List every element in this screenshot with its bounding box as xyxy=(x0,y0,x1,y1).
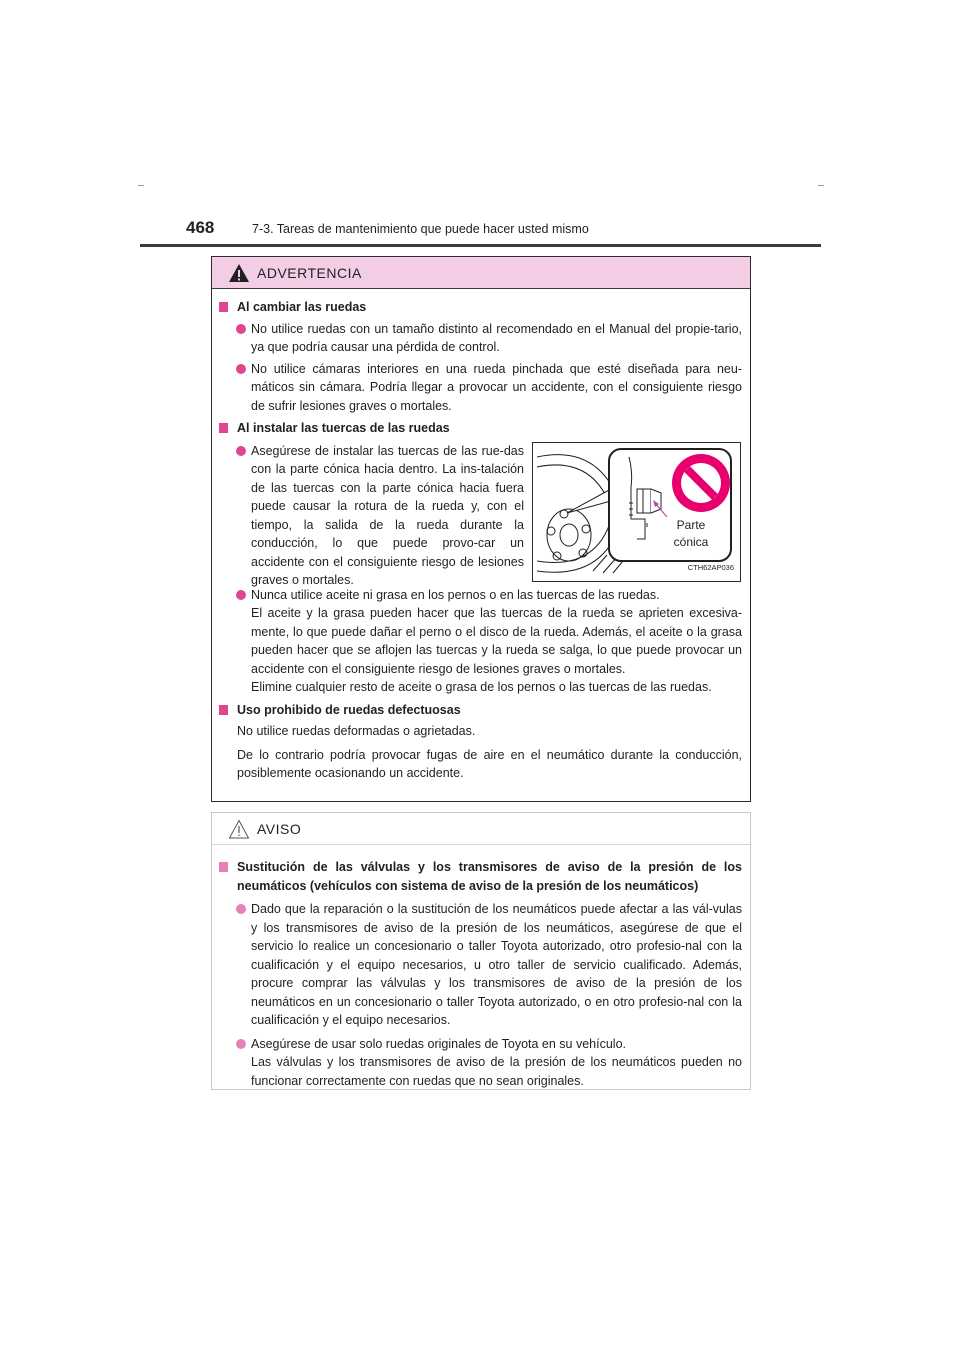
section-heading: Uso prohibido de ruedas defectuosas xyxy=(219,701,742,720)
page-number: 468 xyxy=(186,218,215,237)
notice-title: AVISO xyxy=(257,821,302,837)
section-heading: Al instalar las tuercas de las ruedas xyxy=(219,419,742,438)
header-rule xyxy=(140,244,821,247)
bullet-dot-icon xyxy=(236,324,246,334)
bullet-item: Nunca utilice aceite ni grasa en los pernos o en las tuercas de las ruedas. El aceite y la grasa pueden hacer que las tuercas de la rueda se aprieten excesiva-mente, lo que puede dañar el perno o el disco de la rueda. Además, el aceite o la grasa pueden hacer que se aflojen las tuercas y la rueda se salga, lo que puede provocar un accidente con el consiguiente riesgo de lesiones graves o mortales. Elimine cualquier resto de aceite o grasa de los pernos o las tuercas de las ruedas. xyxy=(219,586,742,697)
figure-row xyxy=(219,442,742,587)
notice-box xyxy=(211,812,751,1090)
section-title: 7-3. Tareas de mantenimiento que puede hacer usted mismo xyxy=(252,222,589,236)
paragraph: De lo contrario podría provocar fugas de aire en el neumático durante la conducción, posiblemente ocasionando un accidente. xyxy=(237,747,742,780)
notice-content xyxy=(212,845,750,1090)
wheel-nut-figure xyxy=(532,442,741,582)
page-header xyxy=(140,218,820,246)
figure-code: CTH62AP036 xyxy=(687,563,734,572)
bullet-item: Asegúrese de usar solo ruedas originales de Toyota en su vehículo. Las válvulas y los transmisores de aviso de la presión de los neumáticos pueden no funcionar correctamente con ruedas que no sean originales. xyxy=(219,1035,742,1091)
prohibition-icon xyxy=(672,454,730,512)
bullet-dot-icon xyxy=(236,590,246,600)
crop-mark-left xyxy=(138,185,144,186)
bullet-item: Asegúrese de instalar las tuercas de las rue-das con la parte cónica hacia dentro. La ins-talación de las tuercas con la parte cónica hacia fuera puede causar la rotura de la rueda y, con el tiempo, la salida de la rueda durante la conducción, lo que puede provo-car un accidente con el consiguiente riesgo de lesiones graves o mortales. xyxy=(219,442,524,590)
section-heading: Sustitución de las válvulas y los transmisores de aviso de la presión de los neumáticos (vehículos con sistema de aviso de la presión de los neumáticos) xyxy=(219,858,742,895)
bullet-item: No utilice ruedas con un tamaño distinto al recomendado en el Manual del propie-tario, ya que podría causar una pérdida de control. xyxy=(219,320,742,357)
bullet-item: No utilice cámaras interiores en una rueda pinchada que esté diseñada para neu-máticos sin cámara. Podría llegar a provocar un accidente, con el consiguiente riesgo de sufrir lesiones graves o mortales. xyxy=(219,360,742,416)
figure-label: Parte cónica xyxy=(673,517,709,549)
square-bullet-icon xyxy=(219,862,228,872)
warning-content xyxy=(212,289,750,783)
crop-mark-right xyxy=(818,185,824,186)
warning-box xyxy=(211,256,751,802)
notice-header xyxy=(212,813,750,845)
section-heading: Al cambiar las ruedas xyxy=(219,298,742,317)
warning-title: ADVERTENCIA xyxy=(257,265,362,281)
caution-triangle-icon xyxy=(228,819,250,839)
paragraph: No utilice ruedas deformadas o agrietadas. xyxy=(237,724,476,738)
bullet-item: Dado que la reparación o la sustitución de los neumáticos puede afectar a las vál-vulas y los transmisores de aviso de la presión de los neumáticos, asegúrese de que el servicio lo realice un concesionario o taller Toyota autorizado, otro profesio-nal con la cualificación y el equipo necesarios, u otro taller de servicio cualificado. Además, procure comprar las válvulas y los transmisores de aviso de la presión de los neumáticos en un concesionario o taller Toyota autorizado, o en otro profesio-nal con la cualificación y el equipo necesarios. xyxy=(219,900,742,1030)
bullet-dot-icon xyxy=(236,446,246,456)
square-bullet-icon xyxy=(219,423,228,433)
square-bullet-icon xyxy=(219,302,228,312)
bullet-dot-icon xyxy=(236,364,246,374)
square-bullet-icon xyxy=(219,705,228,715)
warning-header xyxy=(212,257,750,289)
warning-triangle-icon xyxy=(228,263,250,283)
bullet-dot-icon xyxy=(236,1039,246,1049)
bullet-dot-icon xyxy=(236,904,246,914)
